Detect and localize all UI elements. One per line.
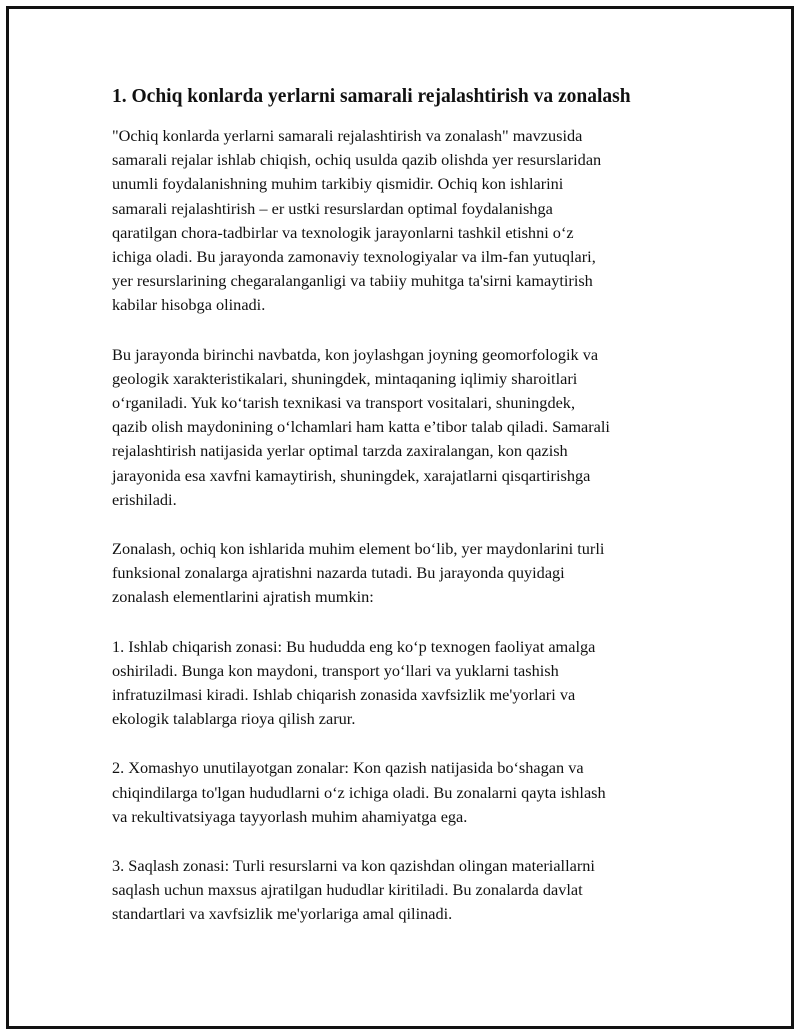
production-zone-item: 1. Ishlab chiqarish zonasi: Bu hududda eng ko‘p texnogen faoliyat amalga oshiriladi. Bunga kon maydoni, transport yo‘llari va yuklarni tashish infratuzilmasi kiradi. Ishlab chiqarish zonasida xavfsizlik me'yorlari va ekologik talablarga rioya qilish zarur. [112, 636, 596, 729]
document-title: 1. Ochiq konlarda yerlarni samarali rejalashtirish va zonalash [112, 86, 631, 107]
document-body [112, 84, 692, 952]
raw-material-zone-item: 2. Xomashyo unutilayotgan zonalar: Kon qazish natijasida bo‘shagan va chiqindilarga to'lgan hududlarni o‘z ichiga oladi. Bu zonalarni qayta ishlash va rekultivatsiyaga tayyorlash muhim ahamiyatga ega. [112, 758, 606, 826]
intro-paragraph: "Ochiq konlarda yerlarni samarali rejalashtirish va zonalash" mavzusida samarali rejalar ishlab chiqish, ochiq usulda qazib olishda yer resurslaridan unumli foydalanishning muhim tarkibiy qismidir. Ochiq kon ishlarini samarali rejalashtirish – er ustki resurslardan optimal foydalanishga qaratilgan chora-tadbirlar va texnologik jarayonlarni tashkil etishni o‘z ichiga oladi. Bu jarayonda zamonaviy texnologiyalar va ilm-fan yutuqlari, yer resurslarining chegaralanganligi va tabiiy muhitga ta'sirni kamaytirish kabilar hisobga olinadi. [112, 126, 602, 315]
storage-zone-item: 3. Saqlash zonasi: Turli resurslarni va kon qazishdan olingan materiallarni saqlash uchun maxsus ajratilgan hududlar kiritiladi. Bu zonalarda davlat standartlari va xavfsizlik me'yorlariga amal qilinadi. [112, 856, 595, 924]
zoning-paragraph: Zonalash, ochiq kon ishlarida muhim element bo‘lib, yer maydonlarini turli funksional zonalarga ajratishni nazarda tutadi. Bu jarayonda quyidagi zonalash elementlarini ajratish mumkin: [112, 539, 605, 607]
process-paragraph: Bu jarayonda birinchi navbatda, kon joylashgan joyning geomorfologik va geologik xarakteristikalari, shuningdek, mintaqaning iqlimiy sharoitlari o‘rganiladi. Yuk ko‘tarish texnikasi va transport vositalari, shuningdek, qazib olish maydonining o‘lchamlari ham katta e’tibor talab qiladi. Samarali rejalashtirish natijasida yerlar optimal tarzda zaxiralangan, kon qazish jarayonida esa xavfni kamaytirish, shuningdek, xarajatlarni qisqartirishga erishiladi. [112, 344, 610, 509]
